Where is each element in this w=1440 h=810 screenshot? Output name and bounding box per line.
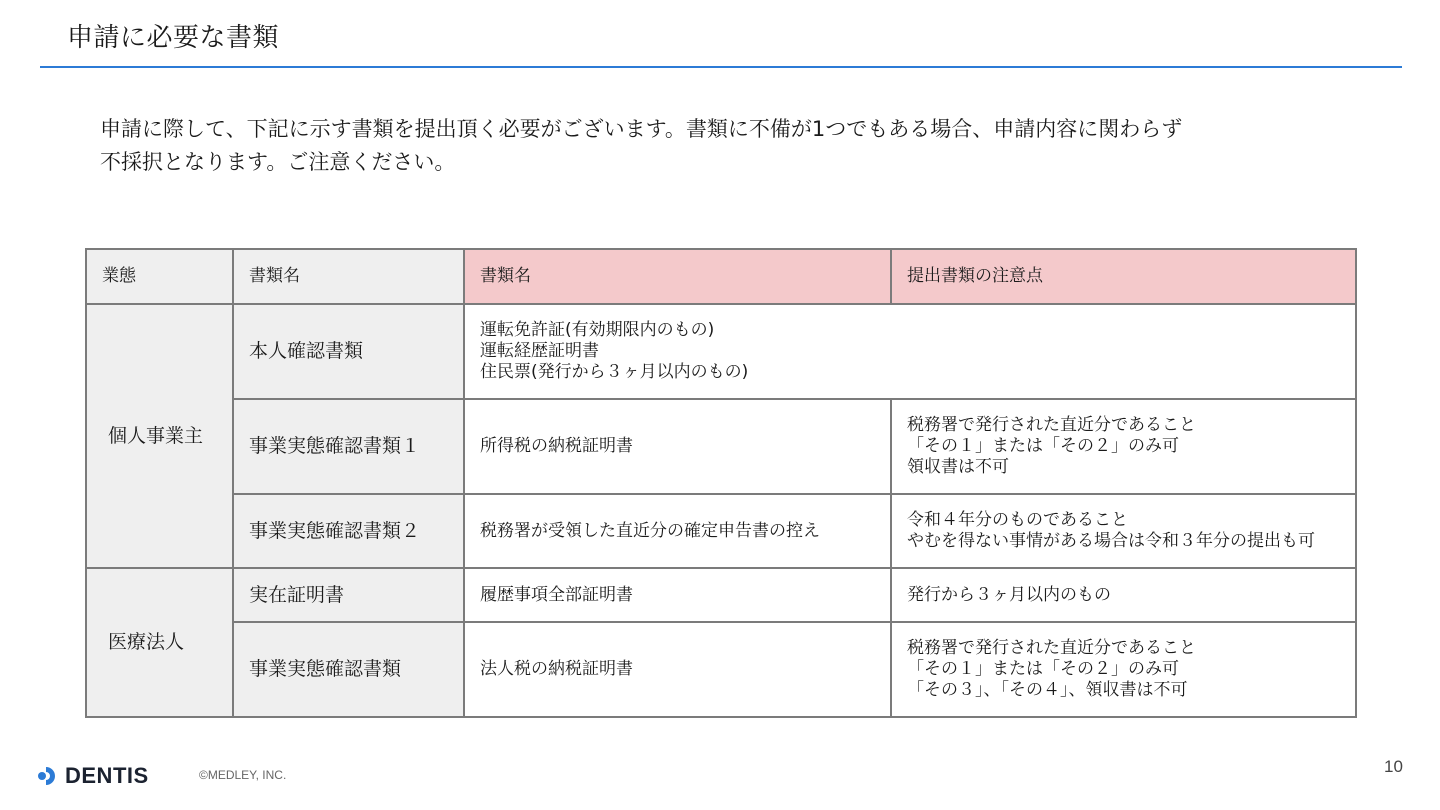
notes-cell — [891, 399, 1356, 494]
doc-names-cell — [464, 622, 891, 717]
doc-type-cell: 事業実態確認書類 — [233, 622, 464, 717]
doc-name: 税務署が受領した直近分の確定申告書の控え — [480, 520, 820, 541]
doc-name: 運転免許証(有効期限内のもの) — [480, 320, 715, 340]
note-line: 領収書は不可 — [907, 457, 1009, 477]
doc-type-cell: 実在証明書 — [233, 568, 464, 622]
note-line: やむを得ない事情がある場合は令和３年分の提出も可 — [907, 531, 1315, 551]
doc-names-cell — [464, 399, 891, 494]
doc-type-cell: 事業実態確認書類２ — [233, 494, 464, 568]
header-business-type: 業態 — [86, 249, 233, 304]
doc-name: 履歴事項全部証明書 — [480, 584, 633, 605]
note-line: 「その１」または「その２」のみ可 — [907, 436, 1179, 456]
category-sole-proprietor: 個人事業主 — [86, 304, 233, 568]
copyright-text: ©MEDLEY, INC. — [199, 768, 287, 782]
table-header-row — [86, 249, 1356, 304]
note-line: 「その１」または「その２」のみ可 — [907, 659, 1179, 679]
doc-names-cell — [464, 304, 1356, 399]
page-title: 申請に必要な書類 — [67, 23, 280, 53]
notes-cell — [891, 568, 1356, 622]
note-line: 「その３」、「その４」、領収書は不可 — [907, 680, 1188, 700]
title-divider — [40, 66, 1402, 68]
header-document-name: 書類名 — [464, 249, 891, 304]
header-notes: 提出書類の注意点 — [891, 249, 1356, 304]
note-line: 税務署で発行された直近分であること — [907, 415, 1196, 435]
page-number: 10 — [1384, 757, 1403, 776]
doc-name: 住民票(発行から３ヶ月以内のもの) — [480, 362, 749, 382]
intro-line-2: 不採択となります。ご注意ください。 — [100, 150, 456, 174]
notes-cell — [891, 494, 1356, 568]
note-line: 発行から３ヶ月以内のもの — [907, 584, 1111, 605]
table-row — [86, 622, 1356, 717]
header-document-type: 書類名 — [233, 249, 464, 304]
doc-name: 運転経歴証明書 — [480, 341, 599, 361]
intro-text — [100, 113, 1360, 179]
doc-type-cell: 事業実態確認書類１ — [233, 399, 464, 494]
dentis-logo-icon — [36, 764, 60, 788]
table-row — [86, 304, 1356, 399]
dentis-logo — [36, 762, 149, 790]
category-medical-corporation: 医療法人 — [86, 568, 233, 717]
intro-line-1: 申請に際して、下記に示す書類を提出頂く必要がございます。書類に不備が1つでもある場合、申請内容に関わらず — [100, 117, 1183, 141]
table-row — [86, 494, 1356, 568]
doc-names-cell — [464, 494, 891, 568]
brand-name: DENTIS — [65, 763, 149, 788]
table-row — [86, 568, 1356, 622]
doc-names-cell — [464, 568, 891, 622]
doc-name: 法人税の納税証明書 — [480, 659, 633, 679]
table-row — [86, 399, 1356, 494]
note-line: 税務署で発行された直近分であること — [907, 638, 1196, 658]
doc-name: 所得税の納税証明書 — [480, 436, 633, 456]
documents-table — [85, 248, 1357, 718]
notes-cell — [891, 622, 1356, 717]
doc-type-cell: 本人確認書類 — [233, 304, 464, 399]
note-line: 令和４年分のものであること — [907, 510, 1128, 530]
